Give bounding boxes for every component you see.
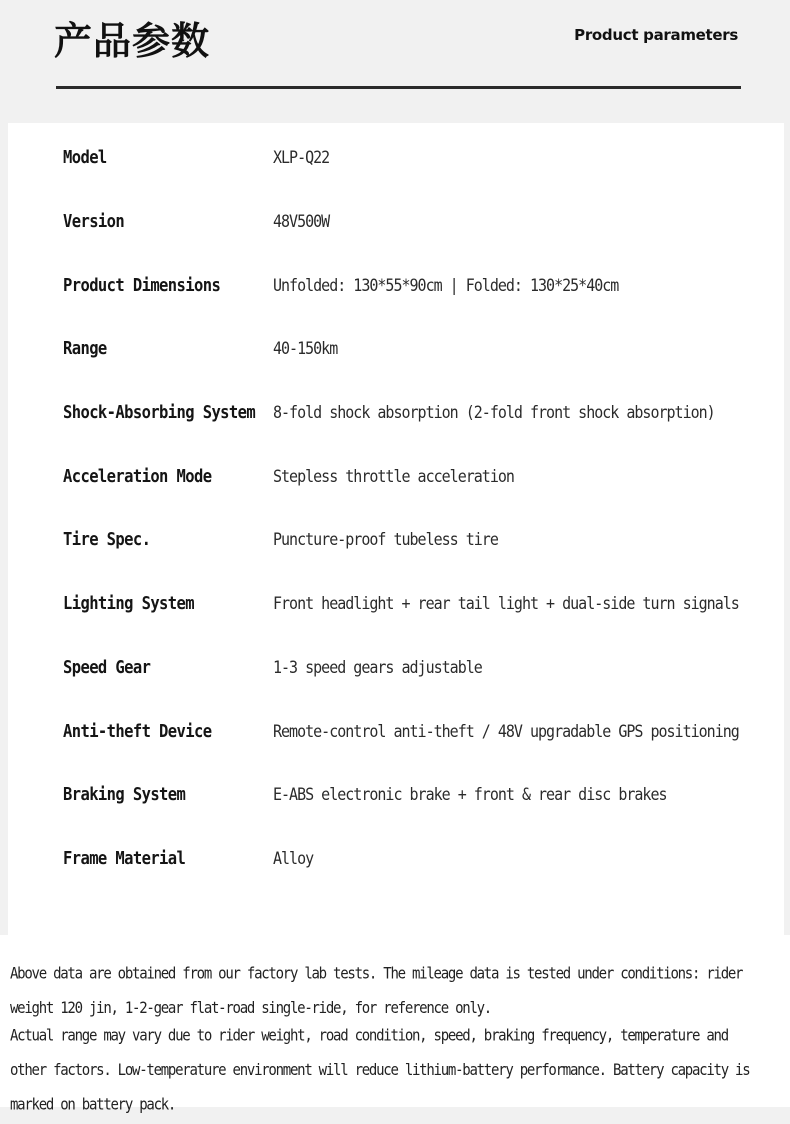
spec-row-braking: [63, 784, 763, 814]
spec-value: Unfolded: 130*55*90cm | Folded: 130*25*40cm: [273, 275, 619, 296]
spec-label: Speed Gear: [63, 657, 151, 678]
spec-value: E-ABS electronic brake + front & rear disc brakes: [273, 784, 667, 805]
footnote-range-disclaimer: Actual range may vary due to rider weight, road condition, speed, braking frequency, temperature and other factors. Low-temperature environment will reduce lithium-battery performance. Battery capacity is marked on battery pack.: [10, 1026, 750, 1115]
page-title: 产品参数: [54, 19, 211, 63]
spec-label: Shock-Absorbing System: [63, 402, 256, 423]
spec-label: Frame Material: [63, 848, 186, 869]
spec-label: Acceleration Mode: [63, 466, 212, 487]
spec-row-range: [63, 338, 763, 368]
spec-label: Version: [63, 211, 125, 232]
header-divider: [56, 86, 741, 89]
footnotes: [0, 935, 790, 1115]
spec-label: Model: [63, 147, 107, 168]
spec-value: Puncture-proof tubeless tire: [273, 529, 498, 550]
spec-row-speed-gear: [63, 657, 763, 687]
page-header: [0, 0, 790, 122]
spec-label: Lighting System: [63, 593, 194, 614]
spec-label: Product Dimensions: [63, 275, 221, 296]
spec-value: 40-150km: [273, 338, 338, 359]
spec-row-anti-theft: [63, 721, 763, 751]
spec-value: 1-3 speed gears adjustable: [273, 657, 482, 678]
spec-row-dimensions: [63, 275, 763, 305]
spec-value: Remote-control anti-theft / 48V upgradable GPS positioning: [273, 721, 739, 742]
page-subtitle: Product parameters: [574, 26, 738, 44]
spec-value: 48V500W: [273, 211, 330, 232]
spec-row-version: [63, 211, 763, 241]
spec-row-frame: [63, 848, 763, 878]
spec-row-model: [63, 147, 763, 177]
spec-value: Alloy: [273, 848, 314, 869]
spec-row-shock: [63, 402, 763, 432]
spec-value: Stepless throttle acceleration: [273, 466, 514, 487]
spec-label: Tire Spec.: [63, 529, 151, 550]
spec-label: Range: [63, 338, 107, 359]
spec-label: Anti-theft Device: [63, 721, 212, 742]
footnote-test-conditions: Above data are obtained from our factory lab tests. The mileage data is tested under conditions: rider weight 120 jin, 1-2-gear flat-road single-ride, for reference only.: [10, 964, 743, 1018]
spec-value: XLP-Q22: [273, 147, 330, 168]
spec-row-lighting: [63, 593, 763, 623]
spec-label: Braking System: [63, 784, 186, 805]
spec-value: 8-fold shock absorption (2-fold front shock absorption): [273, 402, 715, 423]
spec-row-tire: [63, 529, 763, 559]
spec-table: [8, 123, 784, 935]
spec-row-acceleration: [63, 466, 763, 496]
spec-value: Front headlight + rear tail light + dual-side turn signals: [273, 593, 739, 614]
